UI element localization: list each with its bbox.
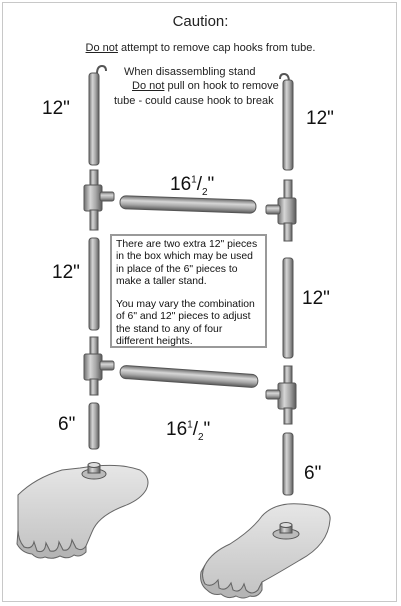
note-paragraph-2: You may vary the combination of 6" and 12" pieces to adjust the stand to any of four different heights. — [116, 299, 255, 348]
left-foot — [17, 463, 148, 559]
label-bottom-crossbar-numerator: 1 — [187, 419, 193, 431]
label-right-short-length: 6" — [304, 463, 322, 484]
top-crossbar — [120, 196, 256, 214]
note-box — [110, 234, 267, 348]
right-top-tube — [283, 80, 293, 170]
label-left-mid-length: 12" — [52, 262, 80, 283]
left-top-tube — [89, 73, 99, 165]
caution-line-3 — [132, 80, 279, 92]
label-right-mid-length: 12" — [302, 288, 330, 309]
label-left-top-length: 12" — [42, 98, 70, 119]
label-top-crossbar-denominator: 2 — [201, 186, 208, 198]
caution-line-2: When disassembling stand — [124, 66, 256, 78]
caution-line-1-emphasis: Do not — [85, 42, 118, 54]
label-bottom-crossbar-length: $16^1/_2$" — [166, 419, 211, 443]
label-top-crossbar-numerator: 1 — [191, 174, 197, 186]
caution-line-3-emphasis: Do not — [132, 80, 165, 92]
label-top-crossbar-length: $16^1/_2$" — [170, 174, 215, 198]
label-top-crossbar-inch: " — [207, 174, 215, 195]
right-bottom-connector — [266, 366, 296, 424]
left-short-tube — [89, 403, 99, 449]
right-short-tube — [283, 433, 293, 495]
caution-line-1-text: attempt to remove cap hooks from tube. — [117, 42, 316, 54]
left-top-connector — [84, 170, 114, 230]
right-top-connector — [266, 180, 296, 241]
right-foot — [201, 504, 331, 598]
right-mid-tube — [283, 258, 293, 358]
label-left-short-length: 6" — [58, 414, 76, 435]
left-mid-tube — [89, 238, 99, 330]
label-bottom-crossbar-whole: 16 — [166, 419, 188, 440]
bottom-crossbar — [120, 365, 259, 388]
label-bottom-crossbar-denominator: 2 — [197, 431, 204, 443]
note-paragraph-1: There are two extra 12" pieces in the box which may be used in place of the 6" pieces to make a taller stand. — [116, 239, 258, 287]
label-top-crossbar-whole: 16 — [170, 174, 192, 195]
caution-line-1 — [0, 42, 401, 54]
left-cap-hook — [97, 66, 106, 74]
caution-line-3-text: pull on hook to remove — [164, 80, 279, 92]
caution-title: Caution: — [172, 13, 229, 30]
caution-line-4: tube - could cause hook to break — [114, 95, 274, 107]
label-bottom-crossbar-inch: " — [203, 419, 211, 440]
label-right-top-length: 12" — [306, 108, 334, 129]
